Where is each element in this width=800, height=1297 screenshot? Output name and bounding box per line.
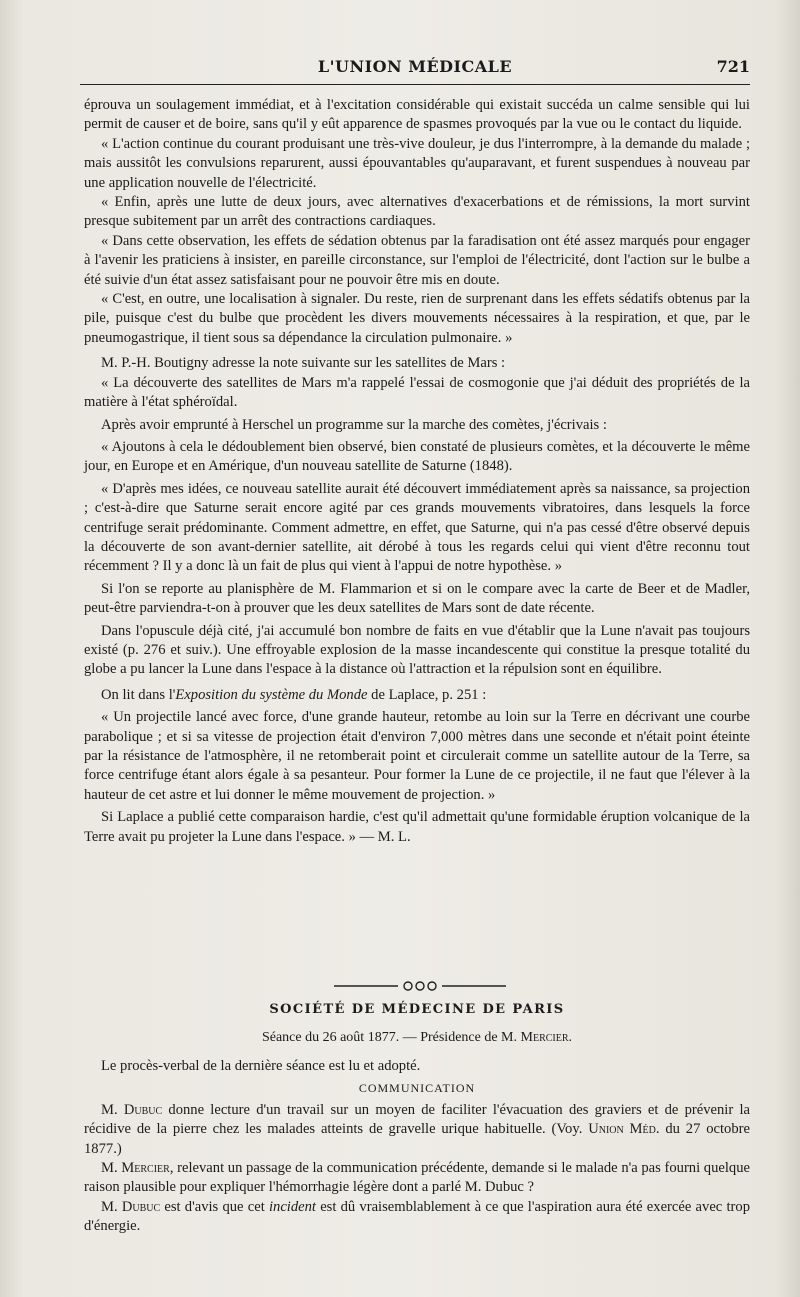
paragraph: « Enfin, après une lutte de deux jours, avec alternatives d'exacerbations et de rémissions, la mort survint presque subitement par un arrêt des contractions cardiaques. xyxy=(84,194,750,230)
paragraph: Après avoir emprunté à Herschel un programme sur la marche des comètes, j'écrivais : xyxy=(101,416,607,433)
paragraph: M. P.-H. Boutigny adresse la note suivante sur les satellites de Mars : xyxy=(101,355,506,372)
page-number: 721 xyxy=(716,57,750,76)
subheading: COMMUNICATION xyxy=(358,1081,476,1096)
dubuc-reply-paragraph xyxy=(84,1198,750,1237)
dubuc-paragraph xyxy=(84,1101,750,1159)
paragraph: « D'après mes idées, ce nouveau satellite aurait été découvert immédiatement après sa naissance, sa projection ; c'est-à-dire que Saturne serait encore agité par ces grands mouvements vibratoires, dans lesquels la force centrifuge serait prédominante. Comment admettre, en effet, que Saturne, qui n'a pas cessé d'être observé depuis la découverte de son avant-dernier satellite, ait dérobé à tous les regards celui qui vient d'être reconnu tout récemment ? Il y a donc là un fait de plus qui vient à l'appui de notre hypothèse. » xyxy=(84,480,750,575)
paragraph: « Un projectile lancé avec force, d'une grande hauteur, retombe au loin sur la Terre en décrivant une courbe parabolique ; et si sa vitesse de projection était d'environ 7,000 mètres dans une seconde et n'était point éteinte par la résistance de l'atmosphère, il ne retomberait point et circulerait comme un satellite autour de la Terre, sa force centrifuge étant alors égale à sa pesanteur. Pour former la Lune de ce projectile, il ne faut que l'élever à la hauteur de cet astre et lui donner le même mouvement de projection. » xyxy=(84,709,750,803)
paragraph-text: donne lecture d'un travail sur un moyen de faciliter l'évacuation des graviers et de prévenir la récidive de la pierre chez les malades atteints de gravelle urique habituelle. (Voy. xyxy=(84,1101,750,1138)
paragraph: Si Laplace a publié cette comparaison hardie, c'est qu'il admettait qu'une formidable éruption volcanique de la Terre avait pu projeter la Lune dans l'espace. » — M. L. xyxy=(84,809,750,845)
speaker-name: M. Dubuc xyxy=(101,1198,161,1215)
paragraph: « La découverte des satellites de Mars m'a rappelé l'essai de cosmogonie que j'ai déduit des propriétés de la matière à l'état sphéroïdal. xyxy=(84,374,750,411)
paragraph: « Ajoutons à cela le dédoublement bien observé, bien constaté de plusieurs comètes, et la découverte le même jour, en Europe et en Amérique, d'un nouveau satellite de Saturne (1848). xyxy=(84,438,750,475)
paragraph: éprouva un soulagement immédiat, et à l'excitation considérable qui existait succéda un calme sensible qui lui permit de causer et de boire, sans qu'il y eût apparence de spasmes provoqués par la vue ou le contact du liquide. xyxy=(84,97,750,133)
speaker-name: M. Mercier xyxy=(101,1160,170,1177)
session-president: Mercier xyxy=(520,1030,569,1045)
session-line xyxy=(84,1030,750,1046)
paragraph-text: du 27 octobre 1877.) xyxy=(84,1121,750,1157)
running-title: L'UNION MÉDICALE xyxy=(317,57,513,76)
laplace-after: de Laplace, p. 251 : xyxy=(367,686,487,703)
laplace-before: On lit dans l' xyxy=(101,686,176,703)
paragraph: « L'action continue du courant produisant une très-vive douleur, je dus l'interrompre, à la demande du malade ; mais aussitôt les convulsions reparurent, aussi épouvantables qu'auparavant, et furent suspendues à nouveau par une application nouvelle de l'électricité. xyxy=(84,135,750,191)
header-rule xyxy=(80,84,750,85)
proceedings-body xyxy=(84,1057,750,1237)
session-date: Séance du 26 août 1877. — Présidence de M. xyxy=(261,1030,521,1045)
section-ornament xyxy=(330,979,510,993)
mercier-paragraph xyxy=(84,1159,750,1198)
paragraph: Dans l'opuscule déjà cité, j'ai accumulé bon nombre de faits en vue d'établir que la Lune n'avait pas toujours existé (p. 276 et suiv.). Une effroyable explosion de la masse incandescente qui constitue la presque totalité du globe a pu lancer la Lune dans l'espace à la distance où l'attraction et la répulsion sont en équilibre. xyxy=(84,622,750,678)
page-header xyxy=(80,55,750,85)
session-end: . xyxy=(568,1030,573,1045)
approval-paragraph: Le procès-verbal de la dernière séance est lu et adopté. xyxy=(101,1058,421,1074)
laplace-citation xyxy=(84,686,750,705)
paragraph: « C'est, en outre, une localisation à signaler. Du reste, rien de surprenant dans les effets sédatifs obtenus par la pile, puisque c'est du bulbe que procèdent les divers mouvements nécessaires à la respiration, et que, par le pneumogastrique, il tient sous sa dépendance la circulation pulmonaire. » xyxy=(84,291,750,346)
paragraph-text: , relevant un passage de la communication précédente, demande si le malade n'a pas fourni quelque raison plausible pour expliquer l'hémorrhagie légère dont a parlé M. Dubuc ? xyxy=(84,1160,751,1196)
section-title: SOCIÉTÉ DE MÉDECINE DE PARIS xyxy=(269,1002,565,1017)
paragraph: « Dans cette observation, les effets de sédation obtenus par la faradisation ont été assez marqués pour engager à l'avenir les praticiens à insister, en pareille circonstance, sur l'emploi de l'électricité, dont l'action sur le bulbe a été suivie d'un état assez satisfaisant pour ne pouvoir être mis en doute. xyxy=(84,232,750,288)
paragraph: Si l'on se reporte au planisphère de M. Flammarion et si on le compare avec la carte de Beer et de Madler, peut-être parviendra-t-on à prouver que les deux satellites de Mars sont de date récente. xyxy=(84,580,750,617)
paragraph-text: est dû vraisemblablement à ce que l'aspiration aura été exercée avec trop d'énergie. xyxy=(84,1198,751,1235)
speaker-name: M. Dubuc xyxy=(101,1101,163,1118)
emphasis-word: incident xyxy=(268,1198,316,1215)
article-body xyxy=(84,96,750,847)
paragraph-text: est d'avis que cet xyxy=(160,1198,269,1215)
laplace-title: Exposition du système du Monde xyxy=(175,686,368,703)
journal-name: Union Méd. xyxy=(588,1121,660,1138)
